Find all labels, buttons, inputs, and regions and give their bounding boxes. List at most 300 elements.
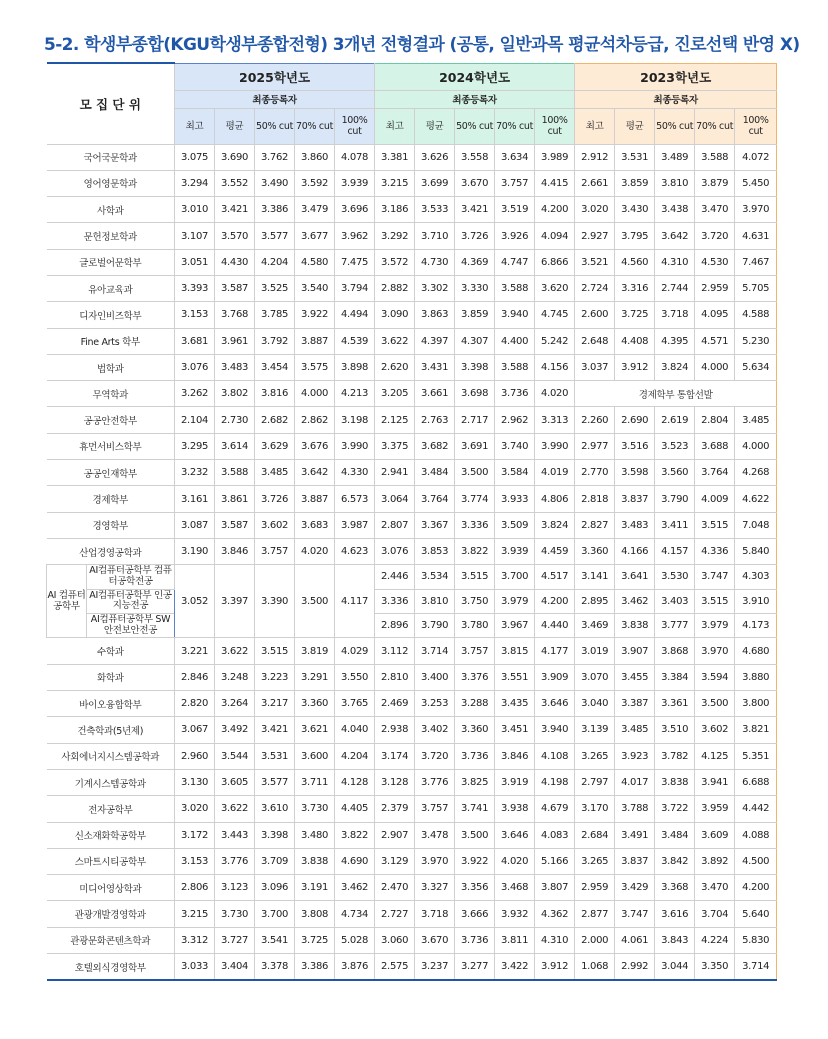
- grade-cell: 2.730: [215, 407, 255, 433]
- grade-cell: 3.774: [455, 486, 495, 512]
- grade-cell: 3.661: [415, 381, 455, 407]
- grade-cell: 1.068: [575, 953, 615, 980]
- grade-cell: 3.979: [495, 589, 535, 613]
- grade-cell: 2.620: [375, 354, 415, 380]
- grade-cell: 4.224: [695, 927, 735, 953]
- table-row: [47, 249, 777, 275]
- grade-cell: 4.442: [735, 796, 777, 822]
- grade-cell: 3.577: [255, 223, 295, 249]
- dept-name: 건축학과(5년제): [47, 717, 175, 743]
- grade-cell: 3.198: [335, 407, 375, 433]
- grade-cell: 3.588: [495, 275, 535, 301]
- grade-cell: 3.485: [735, 407, 777, 433]
- grade-cell: 3.846: [215, 538, 255, 564]
- grade-cell: 2.960: [175, 743, 215, 769]
- grade-cell: 4.530: [695, 249, 735, 275]
- grade-cell: 3.421: [215, 197, 255, 223]
- grade-cell: 3.887: [295, 328, 335, 354]
- grade-cell: 3.962: [335, 223, 375, 249]
- grade-cell: 3.807: [535, 875, 575, 901]
- grade-cell: 3.626: [415, 144, 455, 170]
- grade-cell: 3.757: [255, 538, 295, 564]
- dept-name: 사회에너지시스템공학과: [47, 743, 175, 769]
- grade-cell: 3.709: [255, 848, 295, 874]
- grade-cell: 3.741: [455, 796, 495, 822]
- page-title: 5-2. 학생부종합(KGU학생부종합전형) 3개년 전형결과 (공통, 일반과목 평균석차등급, 진로선택 반영 X): [44, 35, 800, 55]
- grade-cell: 6.866: [535, 249, 575, 275]
- grade-cell: 3.485: [615, 717, 655, 743]
- dept-name: 국어국문학과: [47, 144, 175, 170]
- grade-cell: 5.840: [735, 538, 777, 564]
- grade-cell: 2.896: [375, 614, 415, 638]
- grade-cell: 3.489: [655, 144, 695, 170]
- grade-cell: 3.710: [415, 223, 455, 249]
- dept-name: 휴먼서비스학부: [47, 433, 175, 459]
- grade-cell: 3.483: [215, 354, 255, 380]
- unit-header: 모 집 단 위: [47, 63, 175, 144]
- grade-cell: 4.157: [655, 538, 695, 564]
- table-row: [47, 901, 777, 927]
- grade-cell: 3.863: [415, 302, 455, 328]
- grade-cell: 3.880: [735, 664, 777, 690]
- grade-cell: 3.698: [455, 381, 495, 407]
- grade-cell: 3.776: [215, 848, 255, 874]
- grade-cell: 2.744: [655, 275, 695, 301]
- grade-cell: 3.403: [655, 589, 695, 613]
- grade-cell: 3.588: [695, 144, 735, 170]
- dept-name: 미디어영상학과: [47, 875, 175, 901]
- grade-cell: 4.631: [735, 223, 777, 249]
- col-header: 50% cut: [255, 108, 295, 144]
- grade-cell: 3.910: [735, 589, 777, 613]
- grade-cell: 3.641: [615, 565, 655, 589]
- grade-cell: 3.642: [295, 460, 335, 486]
- grade-cell: 3.277: [455, 953, 495, 980]
- grade-cell: 2.717: [455, 407, 495, 433]
- grade-cell: 4.500: [735, 848, 777, 874]
- grade-cell: 3.750: [455, 589, 495, 613]
- grade-cell: 3.485: [255, 460, 295, 486]
- grade-cell: 3.825: [455, 769, 495, 795]
- grade-cell: 3.940: [535, 717, 575, 743]
- grade-cell: 2.938: [375, 717, 415, 743]
- grade-cell: 3.736: [455, 927, 495, 953]
- col-header: 100% cut: [535, 108, 575, 144]
- dept-name: 무역학과: [47, 381, 175, 407]
- grade-cell: 3.313: [535, 407, 575, 433]
- grade-cell: 4.000: [735, 433, 777, 459]
- grade-cell: 3.614: [215, 433, 255, 459]
- grade-cell: 4.204: [255, 249, 295, 275]
- grade-cell: 3.141: [575, 565, 615, 589]
- grade-cell: 3.646: [495, 822, 535, 848]
- grade-cell: 3.747: [615, 901, 655, 927]
- grade-cell: 3.970: [695, 638, 735, 664]
- grade-cell: 3.550: [335, 664, 375, 690]
- grade-cell: 3.469: [575, 614, 615, 638]
- grade-cell: 3.961: [215, 328, 255, 354]
- grade-cell: 5.242: [535, 328, 575, 354]
- grade-cell: 3.551: [495, 664, 535, 690]
- grade-cell: 4.173: [735, 614, 777, 638]
- grade-cell: 3.096: [255, 875, 295, 901]
- grade-cell: 3.404: [215, 953, 255, 980]
- grade-cell: 3.360: [575, 538, 615, 564]
- grade-cell: 2.827: [575, 512, 615, 538]
- grade-cell: 3.523: [655, 433, 695, 459]
- grade-cell: 3.714: [415, 638, 455, 664]
- dept-name: 바이오융합학부: [47, 691, 175, 717]
- grade-cell: 3.531: [615, 144, 655, 170]
- grade-cell: 3.800: [735, 691, 777, 717]
- grade-cell: 3.515: [695, 589, 735, 613]
- grade-cell: 3.294: [175, 170, 215, 196]
- grade-cell: 3.602: [695, 717, 735, 743]
- grade-cell: 3.519: [495, 197, 535, 223]
- grade-cell: 3.843: [655, 927, 695, 953]
- grade-cell: 2.000: [575, 927, 615, 953]
- grade-cell: 3.367: [415, 512, 455, 538]
- grade-cell: 4.459: [535, 538, 575, 564]
- grade-cell: 4.088: [735, 822, 777, 848]
- grade-cell: 3.757: [415, 796, 455, 822]
- grade-cell: 3.629: [255, 433, 295, 459]
- col-header: 최고: [175, 108, 215, 144]
- grade-cell: 2.648: [575, 328, 615, 354]
- grade-cell: 3.785: [255, 302, 295, 328]
- grade-cell: 3.837: [615, 486, 655, 512]
- grade-cell: 4.000: [695, 354, 735, 380]
- grade-cell: 2.992: [615, 953, 655, 980]
- grade-cell: 4.040: [335, 717, 375, 743]
- table-row: [47, 223, 777, 249]
- grade-cell: 3.295: [175, 433, 215, 459]
- grade-cell: 2.763: [415, 407, 455, 433]
- grade-cell: 4.128: [335, 769, 375, 795]
- grade-cell: 2.820: [175, 691, 215, 717]
- grade-cell: 3.846: [495, 743, 535, 769]
- grade-cell: 3.540: [295, 275, 335, 301]
- grade-cell: 3.478: [415, 822, 455, 848]
- grade-cell: 3.431: [415, 354, 455, 380]
- grade-cell: 3.577: [255, 769, 295, 795]
- table-row: [47, 381, 777, 407]
- col-header: 70% cut: [495, 108, 535, 144]
- grade-cell: 2.927: [575, 223, 615, 249]
- grade-cell: 3.438: [655, 197, 695, 223]
- dept-name: 유아교육과: [47, 275, 175, 301]
- grade-cell: 3.221: [175, 638, 215, 664]
- grade-cell: 3.479: [295, 197, 335, 223]
- grade-cell: 3.940: [495, 302, 535, 328]
- grade-cell: 3.422: [495, 953, 535, 980]
- grade-cell: 3.959: [695, 796, 735, 822]
- table-row: [47, 614, 777, 638]
- grade-cell: 3.253: [415, 691, 455, 717]
- grade-cell: 3.264: [215, 691, 255, 717]
- grade-cell: 3.302: [415, 275, 455, 301]
- grade-cell: 3.237: [415, 953, 455, 980]
- grade-cell: 3.336: [455, 512, 495, 538]
- grade-cell: 3.853: [415, 538, 455, 564]
- grade-cell: 3.541: [255, 927, 295, 953]
- grade-cell: 3.570: [215, 223, 255, 249]
- grade-cell: 3.174: [375, 743, 415, 769]
- grade-cell: 3.064: [375, 486, 415, 512]
- dept-name: 스마트시티공학부: [47, 848, 175, 874]
- grade-cell: 4.806: [535, 486, 575, 512]
- grade-cell: 4.000: [295, 381, 335, 407]
- grade-cell: 5.166: [535, 848, 575, 874]
- grade-cell: 3.811: [495, 927, 535, 953]
- grade-cell: 3.515: [695, 512, 735, 538]
- grade-cell: 2.724: [575, 275, 615, 301]
- dept-group-name: AI 컴퓨터 공학부: [47, 565, 87, 638]
- grade-cell: 3.727: [215, 927, 255, 953]
- grade-cell: 3.939: [335, 170, 375, 196]
- grade-cell: 2.807: [375, 512, 415, 538]
- grade-cell: 3.594: [695, 664, 735, 690]
- grade-cell: 3.822: [335, 822, 375, 848]
- year-2025-header: 2025학년도: [175, 63, 375, 90]
- grade-cell: 3.468: [495, 875, 535, 901]
- grade-cell: 3.336: [375, 589, 415, 613]
- table-row: [47, 769, 777, 795]
- grade-cell: 3.736: [455, 743, 495, 769]
- grade-cell: 3.676: [295, 433, 335, 459]
- grade-cell: 3.534: [415, 565, 455, 589]
- grade-cell: 2.470: [375, 875, 415, 901]
- grade-cell: 3.939: [495, 538, 535, 564]
- grade-cell: 3.531: [255, 743, 295, 769]
- grade-cell: 3.592: [295, 170, 335, 196]
- grade-cell: 4.029: [335, 638, 375, 664]
- grade-cell: 3.690: [215, 144, 255, 170]
- grade-cell: 4.395: [655, 328, 695, 354]
- dept-name: 기계시스템공학과: [47, 769, 175, 795]
- grade-cell: 3.587: [215, 275, 255, 301]
- year-2024-header: 2024학년도: [375, 63, 575, 90]
- grade-cell: 3.588: [215, 460, 255, 486]
- grade-cell: 3.521: [575, 249, 615, 275]
- grade-cell: 3.941: [695, 769, 735, 795]
- grade-cell: 3.484: [655, 822, 695, 848]
- table-row: [47, 638, 777, 664]
- table-row: [47, 565, 777, 589]
- grade-cell: 2.682: [255, 407, 295, 433]
- table-row: [47, 407, 777, 433]
- grade-cell: 2.797: [575, 769, 615, 795]
- grade-cell: 3.790: [415, 614, 455, 638]
- grade-cell: 3.666: [455, 901, 495, 927]
- grade-cell: 3.552: [215, 170, 255, 196]
- grade-cell: 3.762: [255, 144, 295, 170]
- final-registrant-label: 최종등록자: [175, 90, 375, 108]
- grade-cell: 3.130: [175, 769, 215, 795]
- grade-cell: 3.033: [175, 953, 215, 980]
- grade-cell: 3.730: [215, 901, 255, 927]
- table-row: [47, 717, 777, 743]
- grade-cell: 3.172: [175, 822, 215, 848]
- grade-cell: 4.622: [735, 486, 777, 512]
- grade-cell: 3.696: [335, 197, 375, 223]
- grade-cell: 3.291: [295, 664, 335, 690]
- col-header: 최고: [375, 108, 415, 144]
- grade-cell: 4.517: [535, 565, 575, 589]
- grade-cell: 3.429: [615, 875, 655, 901]
- grade-cell: 6.573: [335, 486, 375, 512]
- grade-cell: 3.725: [295, 927, 335, 953]
- grade-cell: 4.539: [335, 328, 375, 354]
- grade-cell: 3.223: [255, 664, 295, 690]
- grade-cell: 3.386: [255, 197, 295, 223]
- grade-cell: 3.361: [655, 691, 695, 717]
- grade-cell: 3.792: [255, 328, 295, 354]
- grade-cell: 3.421: [255, 717, 295, 743]
- grade-cell: 3.170: [575, 796, 615, 822]
- grade-cell: 3.912: [615, 354, 655, 380]
- grade-cell: 3.516: [615, 433, 655, 459]
- grade-cell: 3.360: [455, 717, 495, 743]
- table-row: [47, 875, 777, 901]
- table-row: [47, 589, 777, 613]
- col-header: 평균: [615, 108, 655, 144]
- grade-cell: 3.788: [615, 796, 655, 822]
- table-row: [47, 796, 777, 822]
- grade-cell: 3.067: [175, 717, 215, 743]
- grade-cell: 3.802: [215, 381, 255, 407]
- grade-cell: 3.670: [455, 170, 495, 196]
- table-row: [47, 822, 777, 848]
- admission-results-table: [46, 62, 777, 981]
- grade-cell: 4.405: [335, 796, 375, 822]
- grade-cell: 3.868: [655, 638, 695, 664]
- grade-cell: 3.492: [215, 717, 255, 743]
- grade-cell: 3.691: [455, 433, 495, 459]
- grade-cell: 3.699: [415, 170, 455, 196]
- grade-cell: 2.818: [575, 486, 615, 512]
- dept-name: 영어영문학과: [47, 170, 175, 196]
- grade-cell: 3.620: [535, 275, 575, 301]
- grade-cell: 4.200: [535, 197, 575, 223]
- grade-cell: 3.609: [695, 822, 735, 848]
- grade-cell: 3.970: [415, 848, 455, 874]
- grade-cell: 3.642: [655, 223, 695, 249]
- grade-cell: 3.907: [615, 638, 655, 664]
- grade-cell: 3.470: [695, 875, 735, 901]
- final-registrant-label: 최종등록자: [575, 90, 777, 108]
- dept-name: 경영학부: [47, 512, 175, 538]
- grade-cell: 4.213: [335, 381, 375, 407]
- grade-cell: 3.153: [175, 302, 215, 328]
- dept-name: Fine Arts 학부: [47, 328, 175, 354]
- dept-name: 글로벌어문학부: [47, 249, 175, 275]
- grade-cell: 3.824: [535, 512, 575, 538]
- grade-cell: 3.859: [455, 302, 495, 328]
- grade-cell: 3.010: [175, 197, 215, 223]
- grade-cell: 3.470: [695, 197, 735, 223]
- grade-cell: 3.923: [615, 743, 655, 769]
- grade-cell: 3.186: [375, 197, 415, 223]
- grade-cell: 2.846: [175, 664, 215, 690]
- grade-cell: 3.810: [415, 589, 455, 613]
- grade-cell: 4.095: [695, 302, 735, 328]
- grade-cell: 3.087: [175, 512, 215, 538]
- grade-cell: 3.530: [655, 565, 695, 589]
- grade-cell: 3.020: [175, 796, 215, 822]
- grade-cell: 4.125: [695, 743, 735, 769]
- grade-cell: 3.070: [575, 664, 615, 690]
- col-header: 평균: [415, 108, 455, 144]
- dept-name: 경제학부: [47, 486, 175, 512]
- grade-cell: 3.730: [295, 796, 335, 822]
- grade-cell: 3.525: [255, 275, 295, 301]
- grade-cell: 2.959: [575, 875, 615, 901]
- grade-cell: 3.312: [175, 927, 215, 953]
- grade-cell: 3.919: [495, 769, 535, 795]
- grade-cell: 3.288: [455, 691, 495, 717]
- grade-cell: 3.821: [735, 717, 777, 743]
- col-header: 평균: [215, 108, 255, 144]
- grade-cell: 3.757: [455, 638, 495, 664]
- grade-cell: 3.622: [215, 638, 255, 664]
- grade-cell: 3.040: [575, 691, 615, 717]
- grade-cell: 3.838: [655, 769, 695, 795]
- grade-cell: 3.598: [615, 460, 655, 486]
- grade-cell: 4.072: [735, 144, 777, 170]
- grade-cell: 4.156: [535, 354, 575, 380]
- grade-cell: 3.386: [295, 953, 335, 980]
- table-row: [47, 302, 777, 328]
- grade-cell: 3.912: [535, 953, 575, 980]
- grade-cell: 4.362: [535, 901, 575, 927]
- dept-name: 관광개발경영학과: [47, 901, 175, 927]
- grade-cell: 2.862: [295, 407, 335, 433]
- grade-cell: 3.879: [695, 170, 735, 196]
- grade-cell: 3.795: [615, 223, 655, 249]
- grade-cell: 3.376: [455, 664, 495, 690]
- grade-cell: 2.125: [375, 407, 415, 433]
- grade-cell: 3.990: [335, 433, 375, 459]
- col-header: 50% cut: [455, 108, 495, 144]
- grade-cell: 3.060: [375, 927, 415, 953]
- grade-cell: 2.446: [375, 565, 415, 589]
- grade-cell: 3.076: [375, 538, 415, 564]
- grade-cell: 3.605: [215, 769, 255, 795]
- grade-cell: 3.360: [295, 691, 335, 717]
- year-2023-header: 2023학년도: [575, 63, 777, 90]
- grade-cell: 4.083: [535, 822, 575, 848]
- grade-cell: 7.048: [735, 512, 777, 538]
- grade-cell: 3.509: [495, 512, 535, 538]
- dept-name: 수학과: [47, 638, 175, 664]
- grade-cell: 4.571: [695, 328, 735, 354]
- grade-cell: 3.515: [455, 565, 495, 589]
- grade-cell: 3.714: [735, 953, 777, 980]
- grade-cell: 2.690: [615, 407, 655, 433]
- grade-cell: 3.722: [655, 796, 695, 822]
- grade-cell: 3.677: [295, 223, 335, 249]
- table-row: [47, 328, 777, 354]
- grade-cell: 4.177: [535, 638, 575, 664]
- table-row: [47, 691, 777, 717]
- grade-cell: 5.705: [735, 275, 777, 301]
- grade-cell: 4.310: [535, 927, 575, 953]
- grade-cell: 2.907: [375, 822, 415, 848]
- grade-cell: 3.191: [295, 875, 335, 901]
- grade-cell: 4.690: [335, 848, 375, 874]
- grade-cell: 3.720: [415, 743, 455, 769]
